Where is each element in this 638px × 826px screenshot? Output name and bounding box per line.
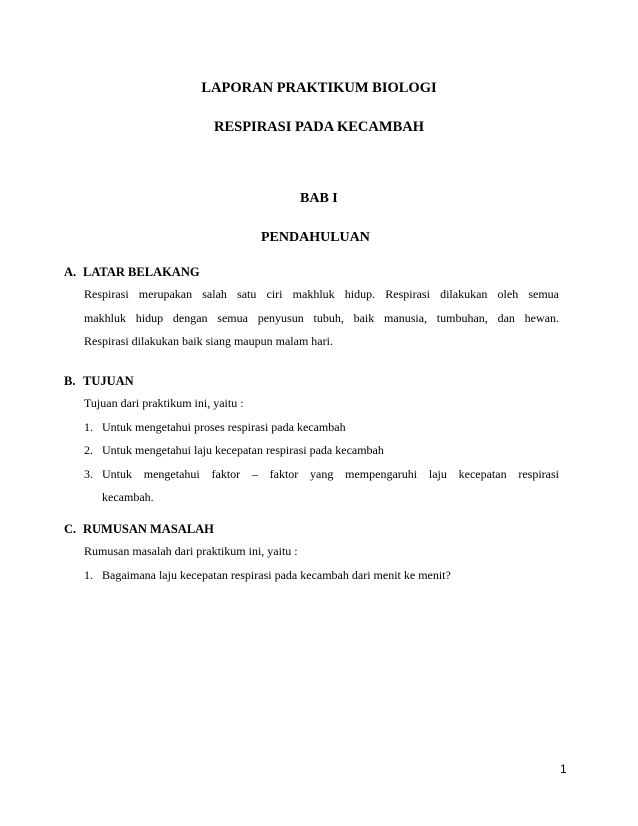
list-item-text: Bagaimana laju kecepatan respirasi pada kecambah dari menit ke menit? <box>102 567 451 582</box>
paragraph-line: Respirasi merupakan salah satu ciri makhluk hidup. Respirasi dilakukan oleh semua <box>84 287 559 301</box>
chapter-title: PENDAHULUAN <box>261 230 370 245</box>
section-heading <box>64 371 564 392</box>
list-item-text: kecambah. <box>102 490 154 504</box>
section-heading-text: RUMUSAN MASALAH <box>83 522 214 536</box>
list-item-text: Untuk mengetahui laju kecepatan respirasi pada kecambah <box>102 443 384 457</box>
section-letter: C. <box>64 522 77 536</box>
section-body <box>84 392 559 510</box>
section-intro: Rumusan masalah dari praktikum ini, yaitu : <box>84 544 298 558</box>
chapter-number: BAB I <box>300 191 338 206</box>
section-letter: B. <box>64 374 76 388</box>
list-item <box>84 416 559 440</box>
list-item <box>84 564 559 588</box>
list-item-number: 1. <box>84 567 93 582</box>
section-paragraph <box>84 283 559 354</box>
section-rumusan-masalah <box>64 519 564 587</box>
section-tujuan <box>64 371 564 510</box>
report-title: LAPORAN PRAKTIKUM BIOLOGI <box>201 80 437 96</box>
list-item-text: Untuk mengetahui faktor – faktor yang mempengaruhi laju kecepatan respirasi <box>102 466 559 481</box>
section-intro: Tujuan dari praktikum ini, yaitu : <box>84 396 244 410</box>
section-heading-text: TUJUAN <box>83 374 134 388</box>
list-item-text: Untuk mengetahui proses respirasi pada kecambah <box>102 419 346 434</box>
section-letter: A. <box>64 265 77 279</box>
paragraph-line: Respirasi dilakukan baik siang maupun malam hari. <box>84 334 333 348</box>
list-item <box>84 439 559 463</box>
paragraph-line: makhluk hidup dengan semua penyusun tubuh, baik manusia, tumbuhan, dan hewan. <box>84 310 559 325</box>
section-body <box>84 540 559 587</box>
list-item-number: 2. <box>84 443 93 457</box>
report-subtitle: RESPIRASI PADA KECAMBAH <box>213 119 424 135</box>
section-heading <box>64 262 564 283</box>
list-item <box>84 463 559 510</box>
list-item-number: 1. <box>84 419 93 434</box>
section-heading-text: LATAR BELAKANG <box>83 265 200 279</box>
page-number: 1 <box>560 762 567 776</box>
section-heading <box>64 519 564 540</box>
section-latar-belakang <box>64 262 564 354</box>
list-item-number: 3. <box>84 466 93 481</box>
